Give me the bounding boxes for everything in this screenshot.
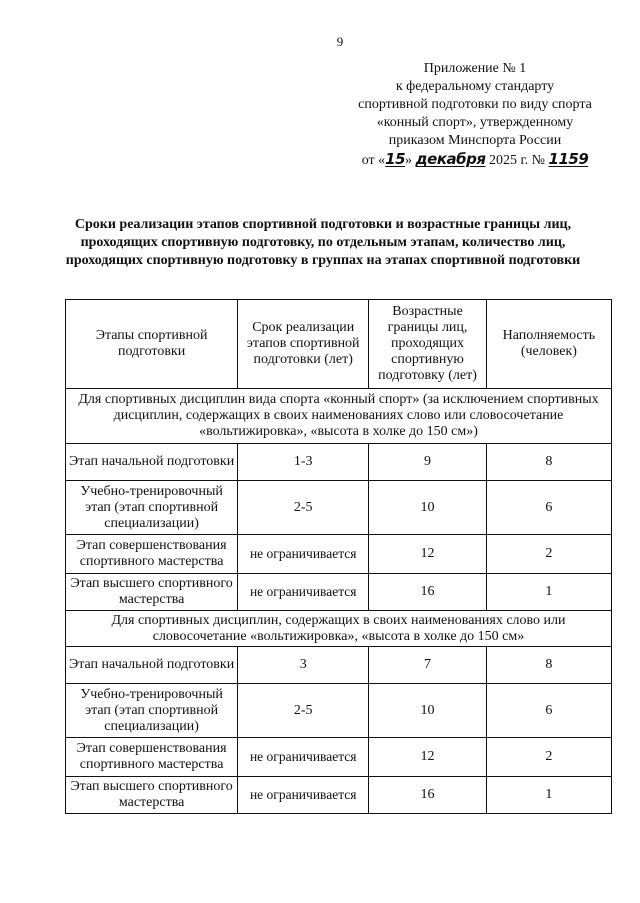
size-cell: 6 (486, 481, 611, 535)
size-cell: 6 (486, 684, 611, 738)
appendix-block (340, 60, 610, 170)
stages-table (65, 299, 612, 814)
duration-cell: 2-5 (238, 481, 369, 535)
page-number: 9 (336, 34, 344, 49)
stage-cell: Этап совершенствования спортивного мастерства (66, 738, 238, 777)
order-number-handwritten: 1159 (548, 150, 589, 168)
size-cell: 8 (486, 444, 611, 481)
duration-cell: не ограничивается (238, 738, 369, 777)
document-title: Сроки реализации этапов спортивной подготовки и возрастные границы лиц, проходящих спортивную подготовку, по отдельным этапам, количество лиц, проходящих спортивную подготовку в группах на этапах спортивной подготовки (65, 217, 581, 268)
appendix-line-5: приказом Минспорта России (388, 133, 562, 148)
size-cell: 2 (486, 738, 611, 777)
size-cell: 1 (486, 574, 611, 611)
table-row (66, 444, 612, 481)
stage-cell: Этап начальной подготовки (66, 444, 238, 481)
size-cell: 1 (486, 777, 611, 814)
duration-cell: не ограничивается (238, 535, 369, 574)
duration-cell: 2-5 (238, 684, 369, 738)
stage-cell: Учебно-тренировочный этап (этап спортивной специализации) (66, 684, 238, 738)
order-date-line (340, 150, 610, 170)
age-cell: 16 (369, 574, 487, 611)
age-cell: 10 (369, 684, 487, 738)
appendix-title: Приложение № 1 (423, 61, 527, 76)
table-row (66, 574, 612, 611)
stage-cell: Этап высшего спортивного мастерства (66, 777, 238, 814)
order-day-handwritten: 15 (385, 150, 406, 168)
size-cell: 2 (486, 535, 611, 574)
appendix-line-2: к федеральному стандарту (395, 79, 555, 94)
section-heading-row (66, 611, 612, 647)
duration-cell: 1-3 (238, 444, 369, 481)
header-age: Возрастные границы лиц, проходящих спортивную подготовку (лет) (369, 300, 487, 389)
age-cell: 9 (369, 444, 487, 481)
order-mid: » (405, 153, 416, 168)
age-cell: 10 (369, 481, 487, 535)
duration-cell: 3 (238, 647, 369, 684)
age-cell: 12 (369, 738, 487, 777)
table-header-row (66, 300, 612, 389)
stage-cell: Этап начальной подготовки (66, 647, 238, 684)
appendix-line-4: «конный спорт», утвержденному (376, 115, 574, 130)
header-duration: Срок реализации этапов спортивной подготовки (лет) (238, 300, 369, 389)
header-size: Наполняемость (человек) (486, 300, 611, 389)
section-heading-row (66, 389, 612, 444)
table-row (66, 777, 612, 814)
order-month-handwritten: декабря (415, 150, 486, 168)
stage-cell: Этап совершенствования спортивного мастерства (66, 535, 238, 574)
table-row (66, 647, 612, 684)
table-row (66, 684, 612, 738)
table-row (66, 481, 612, 535)
stage-cell: Учебно-тренировочный этап (этап спортивной специализации) (66, 481, 238, 535)
order-prefix: от « (361, 153, 386, 168)
section-heading: Для спортивных дисциплин вида спорта «конный спорт» (за исключением спортивных дисциплин, содержащих в своих наименованиях слово или словосочетание «вольтижировка», «высота в холке до 150 см») (66, 389, 612, 444)
duration-cell: не ограничивается (238, 777, 369, 814)
table-row (66, 535, 612, 574)
header-stages: Этапы спортивной подготовки (66, 300, 238, 389)
stage-cell: Этап высшего спортивного мастерства (66, 574, 238, 611)
duration-cell: не ограничивается (238, 574, 369, 611)
age-cell: 12 (369, 535, 487, 574)
size-cell: 8 (486, 647, 611, 684)
section-heading: Для спортивных дисциплин, содержащих в своих наименованиях слово или словосочетание «вольтижировка», «высота в холке до 150 см» (66, 611, 612, 647)
appendix-line-3: спортивной подготовки по виду спорта (358, 97, 592, 112)
table-row (66, 738, 612, 777)
age-cell: 7 (369, 647, 487, 684)
age-cell: 16 (369, 777, 487, 814)
order-year: 2025 г. № (485, 153, 549, 168)
